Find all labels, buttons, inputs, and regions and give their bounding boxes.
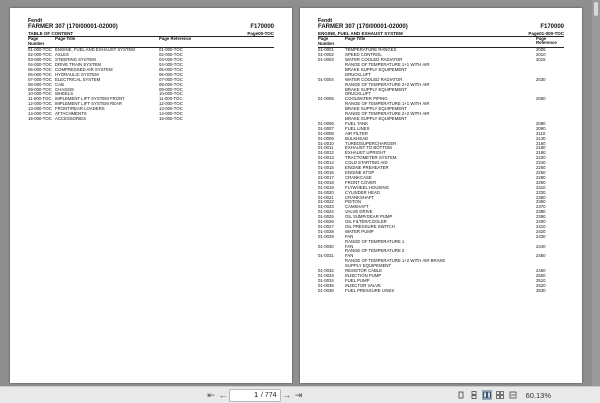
row-page-reference: 06-000-TOC [159, 72, 183, 77]
row-page-title: RANGE OF TEMPERATURE 2+2 WITH AIR [345, 112, 430, 117]
row-page-reference: 2110 [536, 131, 546, 136]
vertical-scrollbar[interactable] [592, 0, 600, 386]
row-page-number: 02-000-TOC [28, 53, 52, 58]
row-page-title: FRONT COVER [345, 180, 377, 185]
row-page-title: CAB [55, 82, 64, 87]
row-page-reference: 2360 [536, 200, 546, 205]
row-page-reference: 2420 [536, 229, 546, 234]
row-page-title: BRAKE SUPPLY EQUIPEMENT [345, 107, 407, 112]
row-page-reference: 2180 [536, 146, 546, 151]
row-page-number: 01-0013 [318, 156, 334, 161]
model-header [318, 24, 564, 31]
row-page-title: DRIVE TRAIN SYSTEM [55, 63, 102, 68]
row-page-reference: 2380 [536, 210, 546, 215]
row-page-title: FRONT/REAR LOADERS [55, 107, 105, 112]
page-number-input[interactable] [230, 391, 260, 400]
row-page-number: 10-000-TOC [28, 92, 52, 97]
toc-table [28, 48, 274, 122]
row-page-title: WATER COOLED RADIATOR [345, 58, 403, 63]
row-page-reference: 2410 [536, 224, 546, 229]
viewer-toolbar [0, 386, 600, 403]
row-page-number: 01-0011 [318, 146, 334, 151]
row-page-number: 01-0027 [318, 224, 334, 229]
row-page-reference: 2090 [536, 126, 546, 131]
row-page-reference: 10-000-TOC [159, 92, 183, 97]
row-page-number: 12-000-TOC [28, 102, 52, 107]
row-page-reference: 2130 [536, 136, 546, 141]
row-page-title: CRANKSHAFT [345, 195, 375, 200]
row-page-title: TEMPERATURE RANGES [345, 48, 397, 53]
table-row [318, 289, 564, 294]
row-page-reference: 2160 [536, 141, 546, 146]
row-page-title: FAN [345, 234, 354, 239]
document-page-left [10, 8, 292, 383]
table-row [28, 117, 274, 122]
col-header-page-number: Page Number [28, 37, 45, 46]
row-page-number: 09-000-TOC [28, 87, 52, 92]
row-page-reference: 2050 [536, 97, 546, 102]
row-page-title: OIL SUMP/GEAR PUMP [345, 215, 393, 220]
row-page-reference: 2280 [536, 175, 546, 180]
row-page-title: VALVE DRIVE [345, 210, 373, 215]
row-page-title: FUEL LINES [345, 126, 370, 131]
row-page-title: OIL PRESSURE SWITCH [345, 224, 395, 229]
row-page-reference: 2010 [536, 53, 546, 58]
row-page-number: 01-0030 [318, 244, 334, 249]
row-page-title: CRANKCASE [345, 175, 372, 180]
row-page-title: INJECTOR VALVE [345, 283, 381, 288]
row-page-number: 01-0024 [318, 210, 334, 215]
row-page-reference: 02-000-TOC [159, 53, 183, 58]
row-page-title: CHASSIS [55, 87, 74, 92]
row-page-number: 01-0003 [318, 58, 334, 63]
row-page-title: CYLINDER HEAD [345, 190, 380, 195]
first-page-button[interactable]: ⇤ [207, 389, 215, 400]
row-page-title: FAN [345, 244, 354, 249]
row-page-number: 01-0023 [318, 205, 334, 210]
zoom-level[interactable]: 60.13% [525, 390, 552, 400]
row-page-reference: 2440 [536, 244, 546, 249]
row-page-title: RANGE OF TEMPERATURE 1+1 WITH AIR [345, 102, 430, 107]
row-page-title: ELECTRICAL SYSTEM [55, 77, 101, 82]
row-page-reference: 2510 [536, 278, 546, 283]
table-header [318, 37, 564, 48]
row-page-title: RANGE OF TEMPERATURE 1+1 WITH AIR [345, 63, 430, 68]
row-page-title: RANGE OF TEMPERATURE 2 [345, 249, 405, 254]
table-header [28, 37, 274, 48]
row-page-title: BRAKE SUPPLY EQUIPEMENT [345, 117, 407, 121]
row-page-number: 01-0036 [318, 288, 334, 293]
row-page-number: 06-000-TOC [28, 72, 52, 77]
row-page-title: IMPLEMENT LIFT SYSTEM FRONT [55, 97, 125, 102]
row-page-number: 01-0035 [318, 283, 334, 288]
row-page-title: WATER COOLED RADIATOR [345, 77, 403, 82]
row-page-number: 13-000-TOC [28, 107, 52, 112]
row-page-reference: 2220 [536, 156, 546, 161]
row-page-title: RANGE OF TEMPERATURE 1+2 WITH AIR BRAKE [345, 259, 446, 264]
row-page-reference: 07-000-TOC [159, 77, 183, 82]
row-page-title: SUPPLY EQUIPEMENT [345, 264, 392, 269]
row-page-number: 01-0017 [318, 175, 334, 180]
page-reference: Page00-TOC [247, 31, 274, 36]
row-page-title: BULKHEAD [345, 136, 369, 141]
row-page-reference: 08-000-TOC [159, 82, 183, 87]
row-page-reference: 14-000-TOC [159, 112, 183, 117]
col-header-page-number: Page Number [318, 37, 335, 46]
page-reference: Page01-000-TOC [528, 31, 564, 36]
row-page-number: 01-0010 [318, 141, 334, 146]
row-page-number: 01-0033 [318, 274, 334, 278]
row-page-number: 14-000-TOC [28, 112, 52, 117]
row-page-title: FUEL PUMP [345, 278, 370, 283]
row-page-title: COLD STARTING AID [345, 161, 388, 166]
row-page-number: 01-0014 [318, 161, 334, 166]
total-pages: / 774 [261, 391, 277, 399]
row-page-title: ENGINE STOP [345, 170, 375, 175]
row-page-title: RESISTOR CABLE [345, 269, 383, 274]
row-page-reference: 2500 [536, 274, 546, 278]
row-page-title: ENGINE PREHEATER [345, 166, 389, 171]
row-page-number: 01-0032 [318, 269, 334, 274]
row-page-title: EXHAUST TO BOTTOM [345, 146, 392, 151]
row-page-title: BRAKE SUPPLY EQUIPEMENT [345, 67, 407, 72]
row-page-reference: 2400 [536, 220, 546, 225]
row-page-title: ACCESSORIES [55, 117, 87, 121]
row-page-title: FLYWHEEL HOUSING [345, 185, 389, 190]
row-page-title: COOLWATER PIPING [345, 97, 388, 102]
row-page-number: 01-0008 [318, 131, 334, 136]
row-page-number: 01-0018 [318, 180, 334, 185]
row-page-reference: 2350 [536, 195, 546, 200]
row-page-title: OIL FILTER/COOLER [345, 220, 387, 225]
fit-width-icon[interactable] [508, 390, 518, 400]
row-page-title: CAMSHAFT [345, 205, 369, 210]
continuous-view-icon[interactable] [469, 390, 479, 400]
row-page-reference: 2080 [536, 121, 546, 126]
prev-page-button[interactable]: ← [218, 390, 228, 400]
row-page-title: SPEED CONTROL [345, 53, 382, 58]
row-page-title: TURBOSUPERCHARGER [345, 141, 397, 146]
row-page-number: 01-0020 [318, 190, 334, 195]
row-page-title: BRAKE SUPPLY EQUIPEMENT [345, 87, 407, 92]
row-page-reference: 2310 [536, 185, 546, 190]
last-page-button[interactable]: ⇥ [294, 389, 303, 400]
row-page-title: EXHAUST UPRIGHT [345, 151, 386, 156]
doc-code: F170000 [540, 24, 564, 30]
model-title: FARMER 307 (170/00001-02000) [318, 24, 408, 30]
row-page-title: FUEL PRESSURE LINES [345, 288, 395, 293]
row-page-title: WATER PUMP [345, 229, 374, 234]
row-page-reference: 11-000-TOC [159, 97, 183, 102]
row-page-number: 15-000-TOC [28, 117, 52, 121]
col-header-page-title: Page Title [55, 37, 76, 41]
row-page-number: 01-000-TOC [28, 48, 52, 53]
row-page-number: 01-0006 [318, 121, 334, 126]
row-page-reference: 2460 [536, 269, 546, 274]
row-page-reference: 04-000-TOC [159, 63, 183, 68]
brand-name: Fendt [318, 18, 333, 24]
row-page-reference: 2520 [536, 283, 546, 288]
row-page-title: DRUCKLUFT [345, 92, 372, 97]
row-page-reference: 2390 [536, 215, 546, 220]
row-page-reference: 2240 [536, 161, 546, 166]
row-page-title: ATTACHMENTS [55, 112, 87, 117]
row-page-title: RANGE OF TEMPERATURE 2+2 WITH AIR [345, 82, 430, 87]
row-page-number: 01-0029 [318, 234, 334, 239]
row-page-title: WHEELS [55, 92, 74, 97]
row-page-number: 01-0031 [318, 254, 334, 259]
row-page-reference: 2030 [536, 77, 546, 82]
row-page-number: 01-0022 [318, 200, 334, 205]
row-page-reference: 2370 [536, 205, 546, 210]
row-page-number: 01-0034 [318, 278, 334, 283]
row-page-number: 11-000-TOC [28, 97, 52, 102]
next-page-button[interactable]: → [282, 390, 292, 400]
row-page-number: 01-0002 [318, 53, 334, 58]
row-page-number: 04-000-TOC [28, 63, 52, 68]
row-page-number: 01-0026 [318, 220, 334, 225]
row-page-reference: 2260 [536, 170, 546, 175]
row-page-number: 01-0028 [318, 229, 334, 234]
row-page-reference: 2005 [536, 48, 546, 53]
row-page-reference: 12-000-TOC [159, 102, 183, 107]
row-page-title: HYDRAULIC SYSTEM [55, 72, 99, 77]
col-header-page-title: Page Title [345, 37, 366, 41]
row-page-reference: 09-000-TOC [159, 87, 183, 92]
row-page-title: FAN [345, 254, 354, 259]
document-page-right [300, 8, 582, 383]
section-title: ENGINE, FUEL AND EXHAUST SYSTEM [318, 31, 403, 36]
single-page-view-icon[interactable] [456, 390, 466, 400]
row-page-number: 01-0001 [318, 48, 334, 53]
row-page-reference: 2015 [536, 58, 546, 63]
row-page-number: 01-0021 [318, 195, 334, 200]
two-page-continuous-view-icon[interactable] [495, 390, 505, 400]
row-page-title: COMPRESSED AIR SYSTEM [55, 67, 113, 72]
row-page-title: RANGE OF TEMPERATURE 1 [345, 239, 405, 244]
row-page-title: INJECTION PUMP [345, 274, 382, 278]
row-page-reference: 2330 [536, 190, 546, 195]
row-page-reference: 15-000-TOC [159, 117, 183, 121]
row-page-number: 07-000-TOC [28, 77, 52, 82]
row-page-reference: 05-000-TOC [159, 67, 183, 72]
row-page-title: TRACTOMETER SYSTEM [345, 156, 397, 161]
brand-name: Fendt [28, 18, 43, 24]
row-page-title: DRUCKLUFT [345, 72, 372, 77]
model-header [28, 24, 274, 31]
row-page-number: 05-000-TOC [28, 67, 52, 72]
row-page-reference: 01-000-TOC [159, 48, 183, 53]
row-page-title: PISTON [345, 200, 361, 205]
row-page-reference: 03-000-TOC [159, 58, 183, 63]
row-page-title: ENGINE, FUEL AND EXHAUST SYSTEM [55, 48, 135, 53]
row-page-number: 01-0007 [318, 126, 334, 131]
row-page-reference: 2450 [536, 254, 546, 259]
row-page-reference: 2530 [536, 288, 546, 293]
row-page-title: FUEL TANK [345, 121, 369, 126]
row-page-reference: 2290 [536, 180, 546, 185]
row-page-number: 01-0015 [318, 166, 334, 171]
row-page-title: AXLES [55, 53, 69, 58]
row-page-number: 01-0025 [318, 215, 334, 220]
row-page-title: AIR FILTER [345, 131, 368, 136]
scrollbar-thumb[interactable] [594, 2, 598, 16]
section-title: TABLE OF CONTENT [28, 31, 74, 36]
row-page-number: 08-000-TOC [28, 82, 52, 87]
doc-code: F170000 [250, 24, 274, 30]
row-page-number: 01-0016 [318, 170, 334, 175]
row-page-number: 01-0004 [318, 77, 334, 82]
row-page-title: IMPLEMENT LIFT SYSTEM REAR [55, 102, 122, 107]
two-page-view-icon[interactable] [482, 390, 492, 400]
row-page-reference: 2430 [536, 234, 546, 239]
page-navigator [229, 389, 281, 402]
row-page-number: 01-0009 [318, 136, 334, 141]
row-page-number: 01-0019 [318, 185, 334, 190]
row-page-number: 01-0012 [318, 151, 334, 156]
row-page-reference: 2190 [536, 151, 546, 156]
parts-table [318, 48, 564, 293]
col-header-page-reference: Page Reference [536, 37, 557, 46]
row-page-reference: 13-000-TOC [159, 107, 183, 112]
col-header-page-reference: Page Reference [159, 37, 192, 41]
row-page-number: 01-0005 [318, 97, 334, 102]
row-page-number: 03-000-TOC [28, 58, 52, 63]
model-title: FARMER 307 (170/00001-02000) [28, 24, 118, 30]
row-page-title: STEERING SYSTEM [55, 58, 96, 63]
row-page-reference: 2250 [536, 166, 546, 171]
